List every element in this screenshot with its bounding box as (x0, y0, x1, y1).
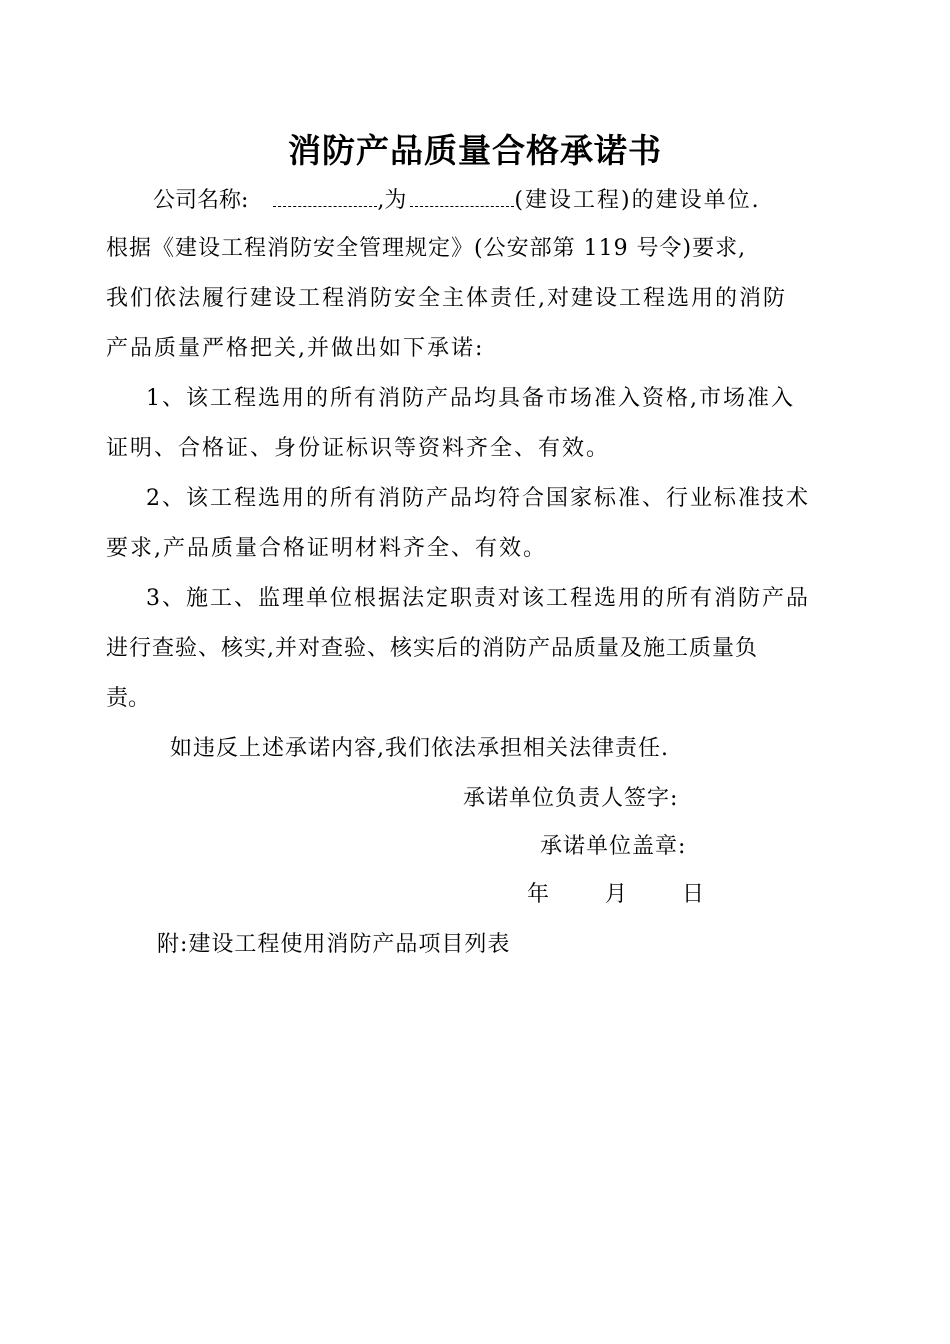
company-name-label: 公司名称: (153, 188, 249, 213)
intro-line-3: 我们依法履行建设工程消防安全主体责任,对建设工程选用的消防 (106, 286, 787, 311)
item-3-line-1: 3、施工、监理单位根据法定职责对该工程选用的所有消防产品 (146, 586, 810, 611)
item-1-line-1: 1、该工程选用的所有消防产品均具备市场准入资格,市场准入 (146, 386, 795, 411)
intro-line-2: 根据《建设工程消防安全管理规定》(公安部第 119 号令)要求, (106, 236, 747, 261)
company-name-blank (273, 188, 377, 207)
attachment-note: 附:建设工程使用消防产品项目列表 (157, 932, 511, 957)
intro-line-4: 产品质量严格把关,并做出如下承诺: (106, 336, 485, 361)
item-3-line-3: 责。 (106, 686, 151, 711)
item-2-line-1: 2、该工程选用的所有消防产品均符合国家标准、行业标准技术 (146, 486, 810, 511)
date-year-label: 年 (527, 882, 550, 907)
item-3-line-2: 进行查验、核实,并对查验、核实后的消防产品质量及施工质量负 (106, 636, 758, 661)
closing-statement: 如违反上述承诺内容,我们依法承担相关法律责任. (170, 736, 669, 761)
project-name-blank (410, 188, 514, 207)
document-title: 消防产品质量合格承诺书 (288, 131, 662, 170)
project-suffix-text: (建设工程)的建设单位. (514, 188, 761, 213)
item-2-line-2: 要求,产品质量合格证明材料齐全、有效。 (106, 536, 547, 561)
date-month-label: 月 (605, 882, 628, 907)
intro-line-1 (153, 184, 843, 218)
seal-label: 承诺单位盖章: (540, 834, 687, 859)
date-day-label: 日 (682, 882, 705, 907)
leader-signature-label: 承诺单位负责人签字: (463, 786, 679, 811)
comma-for-text: ,为 (377, 188, 407, 213)
item-1-line-2: 证明、合格证、身份证标识等资料齐全、有效。 (106, 436, 611, 461)
